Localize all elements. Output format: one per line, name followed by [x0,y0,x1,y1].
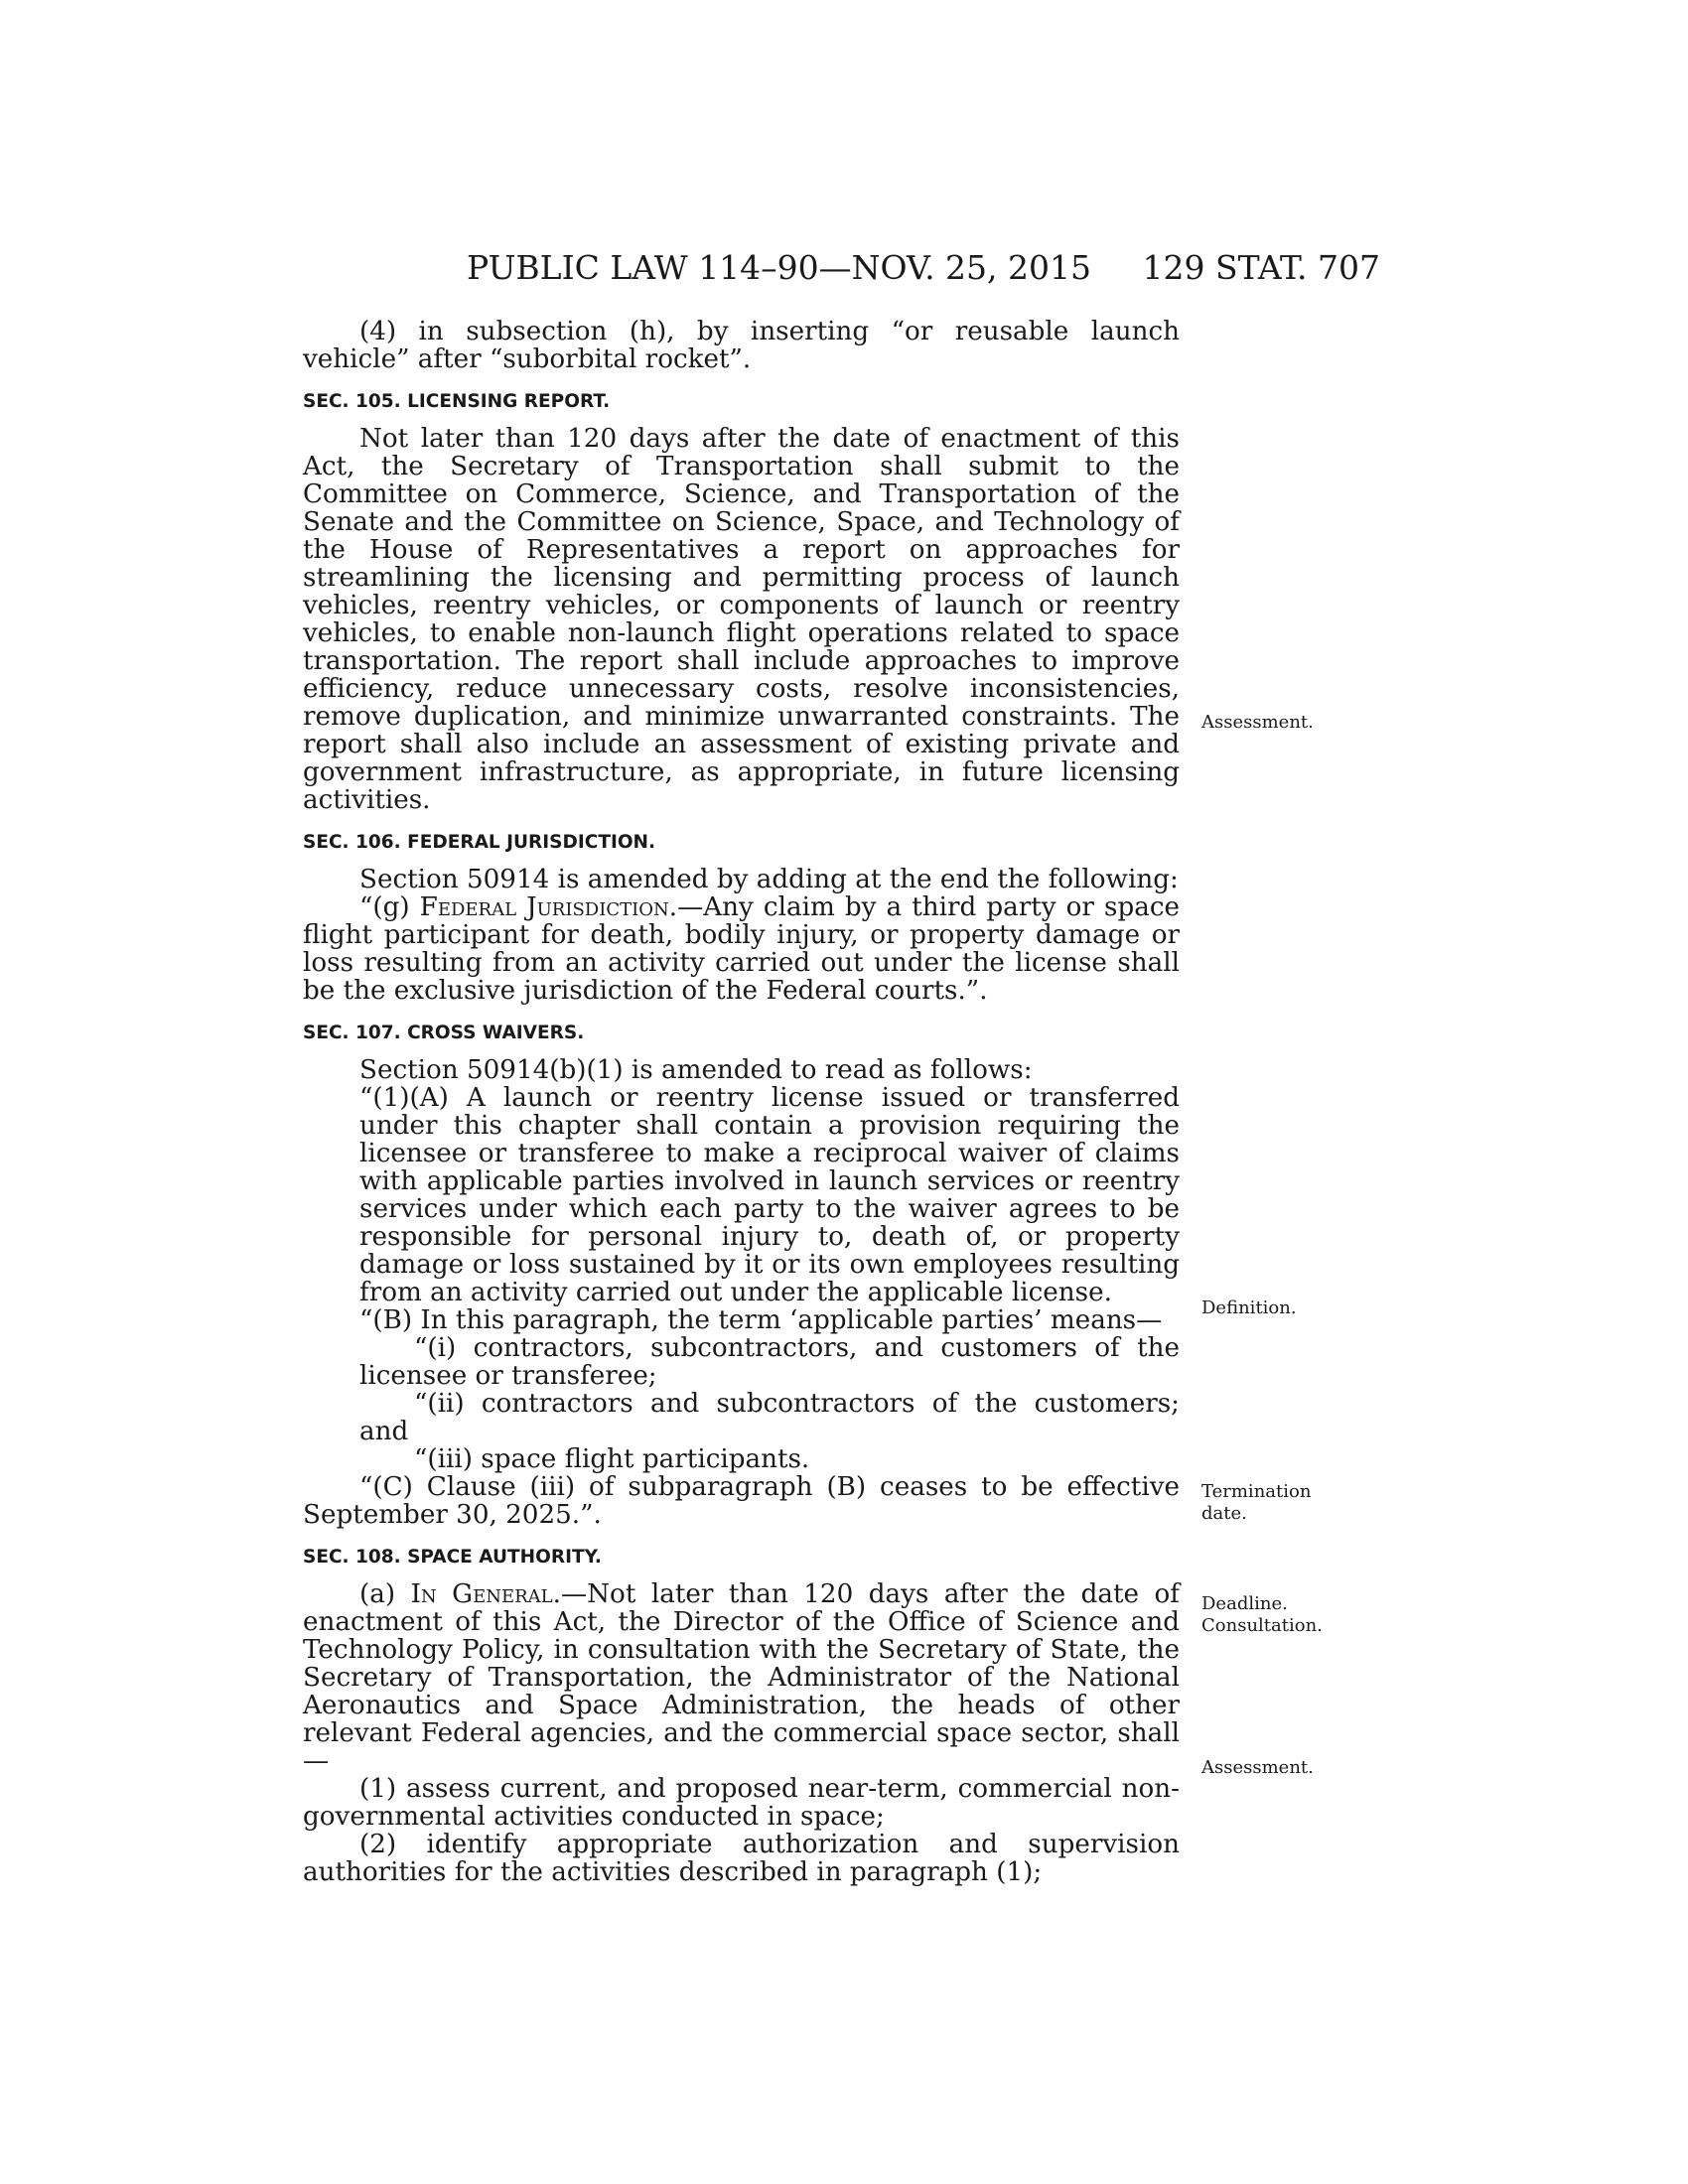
margin-note-assessment: Assessment. [1201,712,1314,733]
subsection-a-text: .—Not later than 120 days after the date of enactment of this Act, the Director of the Office of Science and Technology Policy, in consultation with the Secretary of State, the Secretary of Transportation, the Administrator of the National Aeronautics and Space Administration, the heads of other relevant Federal agencies, and the commercial space sector, shall— [303,1579,1180,1776]
section-108-heading: SEC. 108. SPACE AUTHORITY. [303,1547,602,1568]
statute-page-number: 129 STAT. 707 [1142,248,1380,287]
section-105-heading: SEC. 105. LICENSING REPORT. [303,391,611,412]
section-107-clause-i: “(i) contractors, subcontractors, and customers of the licensee or transferee; [359,1333,1180,1391]
page-header [467,248,1380,288]
section-107-subparagraph-C: “(C) Clause (iii) of subparagraph (B) ceases to be effective September 30, 2025.”. [303,1472,1180,1530]
margin-note-deadline-consultation [1201,1593,1350,1637]
section-107-clause-iii: “(iii) space flight participants. [414,1444,810,1474]
margin-note-consultation: Consultation. [1201,1615,1323,1636]
section-107-intro: Section 50914(b)(1) is amended to read as follows: [359,1055,1033,1085]
section-106-intro: Section 50914 is amended by adding at the end the following: [359,865,1179,894]
margin-note-definition: Definition. [1201,1297,1297,1318]
section-108-paragraph-1: (1) assess current, and proposed near-term, commercial non-governmental activities conducted in space; [303,1774,1180,1832]
section-107-clause-ii: “(ii) contractors and subcontractors of the customers; and [359,1389,1180,1446]
section-107-paragraph-1A: “(1)(A) A launch or reentry license issued or transferred under this chapter shall contain a provision requiring the licensee or transferee to make a reciprocal waiver of claims with applicable parties involved in launch services or reentry services under which each party to the waiver agrees to be responsible for personal injury to, death of, or property damage or loss sustained by it or its own employees resulting from an activity carried out under the applicable license. [359,1083,1180,1307]
section-108-subsection-a [303,1580,1180,1775]
margin-note-assessment-2: Assessment. [1201,1757,1314,1778]
subsection-a-prefix: (a) [359,1579,411,1609]
margin-note-deadline: Deadline. [1201,1593,1288,1614]
subsection-a-caption: In General [410,1579,553,1609]
subsection-g-caption: Federal Jurisdiction [419,892,669,922]
subsection-g-prefix: “(g) [359,892,420,922]
section-107-subparagraph-B: “(B) In this paragraph, the term ‘applicable parties’ means— [359,1305,1163,1335]
margin-note-termination-line2: date. [1201,1503,1247,1524]
paragraph-4-subsection-h: (4) in subsection (h), by inserting “or reusable launch vehicle” after “suborbital rocket”. [303,317,1180,374]
section-107-heading: SEC. 107. CROSS WAIVERS. [303,1023,585,1043]
margin-note-termination-line1: Termination [1201,1481,1312,1502]
section-106-subsection-g [303,893,1180,1005]
section-108-paragraph-2: (2) identify appropriate authorization and supervision authorities for the activities described in paragraph (1); [303,1830,1180,1887]
section-106-heading: SEC. 106. FEDERAL JURISDICTION. [303,832,656,853]
document-body [303,318,1180,1886]
running-head-title: PUBLIC LAW 114–90—NOV. 25, 2015 [467,248,1092,287]
section-105-text: Not later than 120 days after the date of enactment of this Act, the Secretary of Transportation shall submit to the Committee on Commerce, Science, and Transportation of the Senate and the Committee on Science, Space, and Technology of the House of Representatives a report on approaches for streamlining the licensing and permitting process of launch vehicles, reentry vehicles, or components of launch or reentry vehicles, to enable non-launch flight operations related to space transportation. The report shall include approaches to improve efficiency, reduce unnecessary costs, resolve inconsistencies, remove duplication, and minimize unwarranted constraints. The report shall also include an assessment of existing private and government infrastructure, as appropriate, in future licensing activities. [303,424,1180,815]
margin-note-termination [1201,1481,1350,1525]
subsection-g-text: .—Any claim by a third party or space flight participant for death, bodily injury, or property damage or loss resulting from an activity carried out under the license shall be the exclusive jurisdiction of the Federal courts.”. [303,892,1180,1006]
